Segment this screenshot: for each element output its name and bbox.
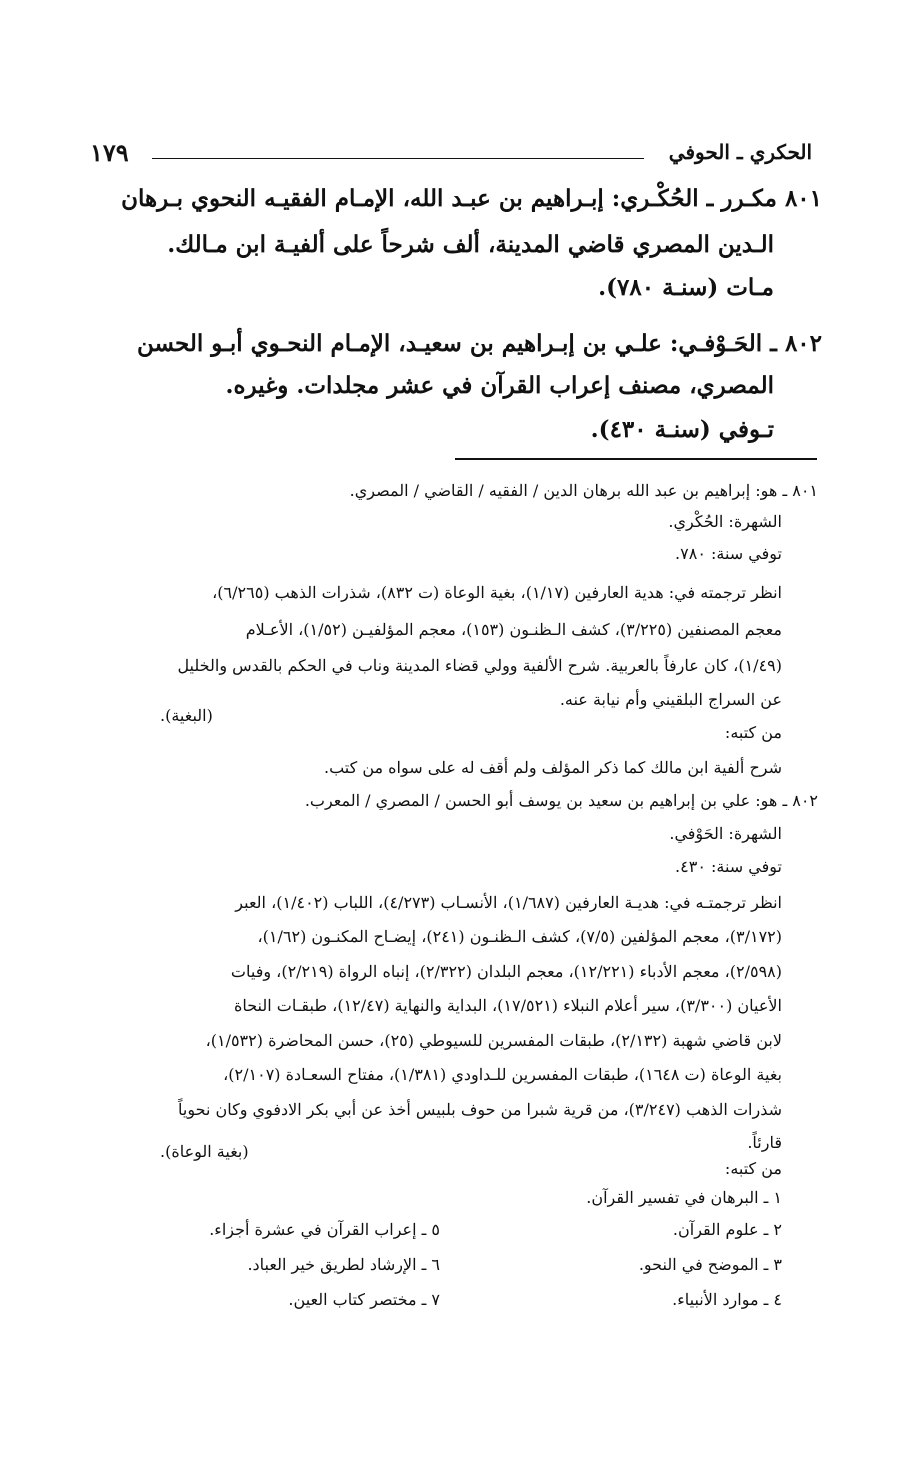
note-books-heading: من كتبه: xyxy=(724,723,782,742)
note-ref-line: لابن قاضي شهبة (٢/١٣٢)، طبقات المفسرين للسيوطي (٢٥)، حسن المحاضرة (١/٥٣٢)، xyxy=(205,1031,782,1050)
book-item: ١ ـ البرهان في تفسير القرآن. xyxy=(586,1188,782,1207)
note-source-tag: (البغية). xyxy=(160,706,213,725)
book-item: ٤ ـ موارد الأنبياء. xyxy=(672,1290,782,1309)
book-item: ٧ ـ مختصر كتاب العين. xyxy=(288,1290,440,1309)
note-ref-line: عن السراج البلقيني وأم نيابة عنه. xyxy=(559,690,782,709)
note-ref-line: انظر ترجمتـه في: هديـة العارفين (١/٦٨٧)، الأنسـاب (٤/٢٧٣)، اللباب (١/٤٠٢)، العبر xyxy=(235,893,782,912)
book-item: ٦ ـ الإرشاد لطريق خير العباد. xyxy=(247,1255,440,1274)
note-ref-line: (١/٤٩)، كان عارفاً بالعربية. شرح الألفية وولي قضاء المدينة وناب في الحكم بالقدس والخليل xyxy=(177,656,782,675)
book-item: ٥ ـ إعراب القرآن في عشرة أجزاء. xyxy=(209,1220,440,1239)
note-ref-line: (٢/٥٩٨)، معجم الأدباء (١٢/٢٢١)، معجم البلدان (٢/٣٢٢)، إنباه الرواة (٢/٢١٩)، وفيات xyxy=(230,962,782,981)
note-book: شرح ألفية ابن مالك كما ذكر المؤلف ولم أقف له على سواه من كتب. xyxy=(324,758,782,777)
note-source-tag: (بغية الوعاة). xyxy=(160,1142,249,1161)
note-ref-line: الأعيان (٣/٣٠٠)، سير أعلام النبلاء (١٧/٥٢١)، البداية والنهاية (١٢/٤٧)، طبقـات النحاة xyxy=(233,996,782,1015)
note-identity: ٨٠١ ـ هو: إبراهيم بن عبد الله برهان الدين / الفقيه / القاضي / المصري. xyxy=(349,481,818,500)
book-item: ٢ ـ علوم القرآن. xyxy=(672,1220,782,1239)
running-header xyxy=(90,138,812,174)
entry-line: ٨٠١ مكـرر ـ الحُكْـري: إبـراهيم بن عبـد الله، الإمـام الفقيـه النحوي بـرهان xyxy=(121,185,822,212)
entry-801 xyxy=(95,185,822,310)
note-identity: ٨٠٢ ـ هو: علي بن إبراهيم بن سعيد بن يوسف أبو الحسن / المصري / المعرب. xyxy=(304,791,818,810)
header-rule xyxy=(152,158,644,159)
book-item: ٣ ـ الموضح في النحو. xyxy=(638,1255,782,1274)
entry-line: مـات (سنـة ٧٨٠). xyxy=(598,274,774,301)
note-ref-line: قارئاً. xyxy=(747,1133,782,1152)
entry-line: المصري، مصنف إعراب القرآن في عشر مجلدات. وغيره. xyxy=(225,372,774,399)
note-books-heading: من كتبه: xyxy=(724,1159,782,1178)
footnote-divider xyxy=(455,458,817,460)
running-title: الحكري ـ الحوفي xyxy=(668,140,812,164)
note-death: توفي سنة: ٧٨٠. xyxy=(675,544,782,563)
note-fame: الشهرة: الحَوْفي. xyxy=(669,824,782,843)
note-ref-line: انظر ترجمته في: هدية العارفين (١/١٧)، بغية الوعاة (ت ٨٣٢)، شذرات الذهب (٦/٢٦٥)، xyxy=(212,583,782,602)
note-fame: الشهرة: الحُكْري. xyxy=(668,512,782,531)
page-number: ١٧٩ xyxy=(90,138,129,167)
note-ref-line: (٣/١٧٢)، معجم المؤلفين (٧/٥)، كشف الـظنـون (٢٤١)، إيضـاح المكنـون (١/٦٢)، xyxy=(257,927,782,946)
note-ref-line: بغية الوعاة (ت ١٦٤٨)، طبقات المفسرين للـداودي (١/٣٨١)، مفتاح السعـادة (٢/١٠٧)، xyxy=(223,1065,782,1084)
entry-line: تـوفي (سنـة ٤٣٠). xyxy=(590,416,774,443)
note-ref-line: معجم المصنفين (٣/٢٢٥)، كشف الـظنـون (١٥٣)، معجم المؤلفيـن (١/٥٢)، الأعـلام xyxy=(245,620,782,639)
entry-line: الـدين المصري قاضي المدينة، ألف شرحاً على ألفيـة ابن مـالك. xyxy=(167,231,774,258)
note-death: توفي سنة: ٤٣٠. xyxy=(675,857,782,876)
entry-802 xyxy=(95,330,822,455)
entry-line: ٨٠٢ ـ الحَـوْفـي: علـي بن إبـراهيم بن سعيـد، الإمـام النحـوي أبـو الحسن xyxy=(136,330,822,357)
note-ref-line: شذرات الذهب (٣/٢٤٧)، من قرية شبرا من حوف بلبيس أخذ عن أبي بكر الادفوي وكان نحوياً xyxy=(178,1100,782,1119)
